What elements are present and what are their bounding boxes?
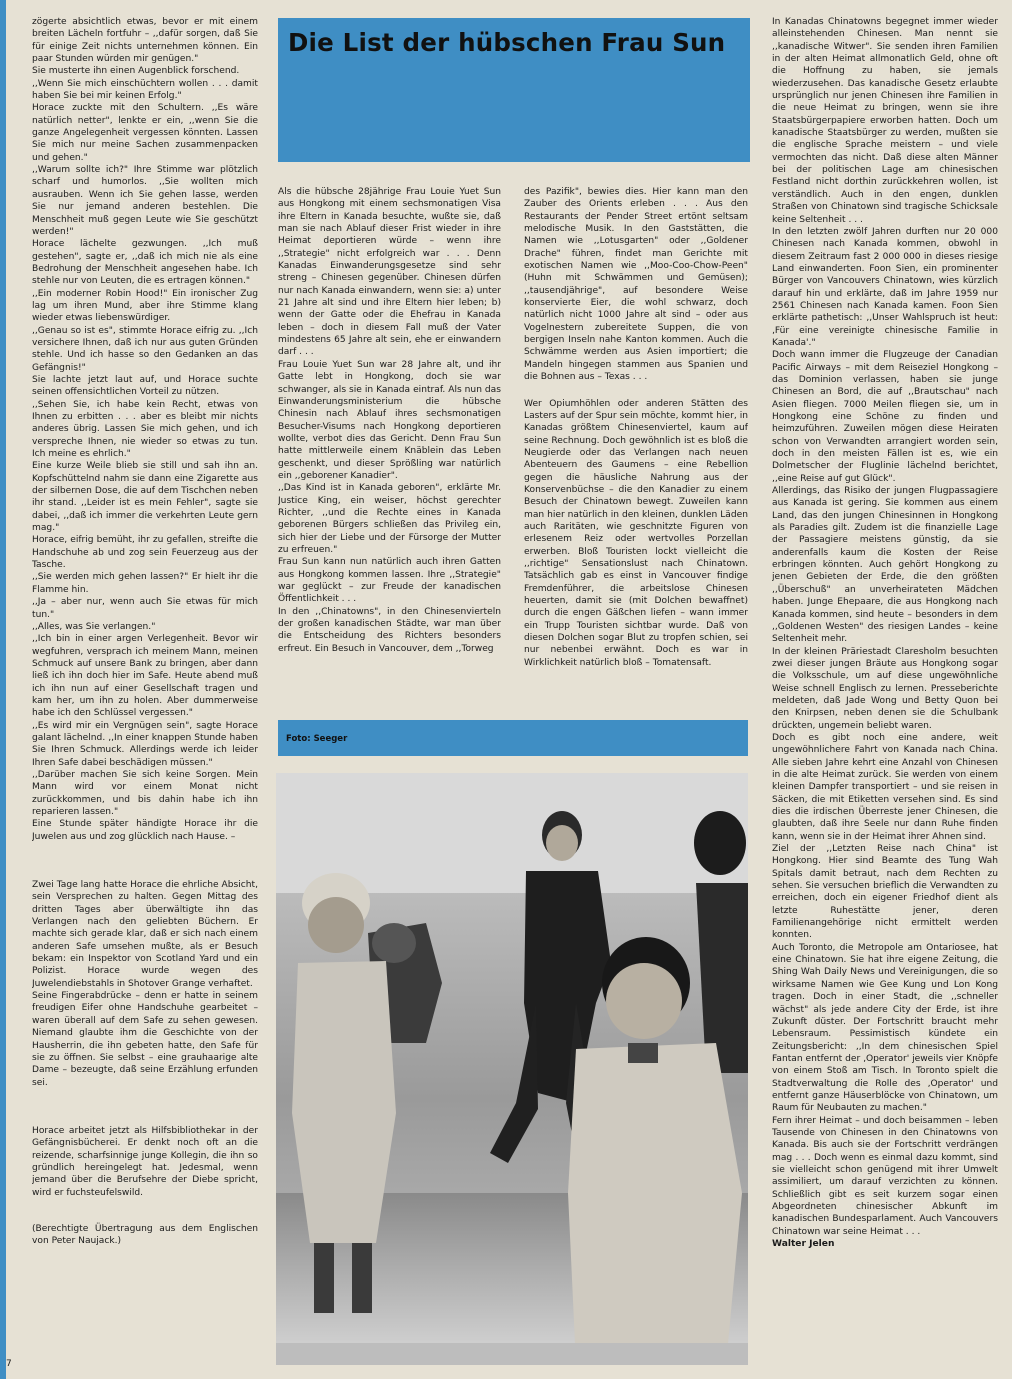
paragraph: Sie lachte jetzt laut auf, und Horace suchte seinen offensichtlichen Vorteil zu nützen. <box>32 374 258 398</box>
paragraph: Horace lächelte gezwungen. ,,Ich muß gestehen", sagte er, ,,daß ich mich nie als eine Bedrohung der Menschheit angesehen habe. Ich stehle nur von Leuten, die es ertragen können." <box>32 239 258 287</box>
paragraph: Allerdings, das Risiko der jungen Flugpassagiere aus Kanada ist gering. Sie kommen aus einem Land, das den jungen Chinesinnen in Hongkong als Paradies gilt. Zudem ist die finanzielle Lage der Passagiere meistens günstig, da sie anderenfalls kaum die Kosten der Reise erbringen könnten. Auch gehört Hongkong zu jenen Gebieten der Erde, die den größten ,,Überschuß" an unverheirateten Mädchen haben. Junge Ehepaare, die aus Hongkong nach Kanada kommen, sind heute – besonders in dem ,,Goldenen Westen" des riesigen Landes – keine Seltenheit mehr. <box>772 486 998 645</box>
paragraph: ,,Ein moderner Robin Hood!" Ein ironischer Zug lag um ihren Mund, aber ihre Stimme klang wieder etwas liebenswürdiger. <box>32 288 258 324</box>
paragraph: ,,Sehen Sie, ich habe kein Recht, etwas von Ihnen zu erbitten . . . aber es bleibt mir nichts anderes übrig. Lassen Sie mich gehen, und ich verspreche Ihnen, nie wieder so etwas zu tun. Ich meine es ehrlich." <box>32 399 258 460</box>
photo-credit: Foto: Seeger <box>286 734 348 744</box>
paragraph: Doch wann immer die Flugzeuge der Canadian Pacific Airways – mit dem Reiseziel Hongkong – das Dominion verlassen, haben sie junge Chinesen an Bord, die auf ,,Brautschau" nach Asien fliegen. 7000 Meilen fliegen sie, um in Hongkong eine Schöne zu finden und heimzuführen. Zuweilen mögen diese Heiraten schon von Verwandten arrangiert worden sein, doch in den meisten Fällen ist es, wie ein Dolmetscher der Fluglinie lächelnd berichtet, ,,eine Reise auf gut Glück". <box>772 350 998 484</box>
photo-credit-bar <box>278 720 748 756</box>
paragraph: Doch es gibt noch eine andere, weit ungewöhnlichere Fahrt von Kanada nach China. Alle sieben Jahre kehrt eine Anzahl von Chinesen in die alte Heimat zurück. Sie werden von einem kleinen Dampfer transportiert – und sie reisen in Säcken, die mit Etiketten versehen sind. Es sind dies die irdischen Überreste jener Chinesen, die glaubten, daß ihre Seele nur dann Ruhe finden kann, wenn sie in der Heimat ihrer Ahnen sind. <box>772 732 998 842</box>
paragraph: ,,Genau so ist es", stimmte Horace eifrig zu. ,,Ich versichere Ihnen, daß ich nur aus guten Gründen stehle. Und ich hasse so den Gedanken an das Gefängnis!" <box>32 325 258 373</box>
paragraph: Auch Toronto, die Metropole am Ontariosee, hat eine Chinatown. Sie hat ihre eigene Zeitung, die Shing Wah Daily News und Vereinigungen, die so wirksame Namen wie Gee Kung und Lon Kong tragen. Doch in einer Stadt, die ,,schneller wächst" als jede andere City der Erde, ist ihre Zukunft düster. Der Fortschritt braucht mehr Lebensraum. Pessimistisch kündete ein Zeitungsbericht: ,,In dem chinesischen Spiel Fantan entfernt der ‚Operator' jeweils vier Knöpfe von einem Stoß am Tisch. In Toronto spielt die Stadtverwaltung die Rolle des ‚Operator' und entfernt ganze Häuserblöcke von Chinatown, um Raum für Neubauten zu machen." <box>772 942 998 1114</box>
column-story-continuation <box>32 16 258 1346</box>
paragraph: ,,Es wird mir ein Vergnügen sein", sagte Horace galant lächelnd. ,,In einer knappen Stunde haben Sie Ihren Schmuck. Allerdings werde ich leider Ihren Safe dabei beschädigen müssen." <box>32 720 258 768</box>
paragraph: Horace zuckte mit den Schultern. ,,Es wäre natürlich netter", lenkte er ein, ,,wenn Sie die ganze Angelegenheit vergessen könnten. Lassen Sie mich nur meine Sachen zusammenpacken und gehen." <box>32 103 258 163</box>
page-edge-stripe <box>0 0 6 1379</box>
paragraph: ,,Sie werden mich gehen lassen?" Er hielt ihr die Flamme hin. <box>32 572 258 595</box>
paragraph: Fern ihrer Heimat – und doch beisammen – leben Tausende von Chinesen in den Chinatowns von Kanada. Bis auch sie der Fortschritt verdrängen mag . . . Doch wenn es einmal dazu kommt, sind sie vielleicht schon genügend mit ihrer Umwelt assimiliert, um darauf verzichten zu können. Schließlich gibt es seit kurzem sogar einen Abgeordneten chinesischer Abkunft im kanadischen Bundesparlament. Auch Vancouvers Chinatown war seine Heimat . . . <box>772 1115 998 1237</box>
paragraph: Eine Stunde später händigte Horace ihr die Juwelen aus und zog glücklich nach Hause. – <box>32 819 258 842</box>
page-number: 7 <box>6 1359 12 1369</box>
paragraph: Zwei Tage lang hatte Horace die ehrliche Absicht, sein Versprechen zu halten. Gegen Mittag des dritten Tages aber überwältigte ihn das Verlangen nach den geliebten Büchern. Er machte sich gerade klar, daß er sich nach einem anderen Safe umsehen mußte, als er Besuch bekam: ein Inspektor von Scotland Yard und ein Polizist. Horace wurde wegen des Juwelendiebstahls in Shotover Grange verhaftet. <box>32 880 258 989</box>
column-article-2 <box>524 186 748 696</box>
paragraph: ,,Wenn Sie mich einschüchtern wollen . . . damit haben Sie bei mir keinen Erfolg." <box>32 78 258 102</box>
author-signature: Walter Jelen <box>772 1239 835 1250</box>
paragraph: Ziel der ,,Letzten Reise nach China" ist Hongkong. Hier sind Beamte des Tung Wah Spitals damit betraut, nach dem Rechten zu sehen. Sie versuchen brieflich die Verwandten zu erreichen, doch ein eigener Friedhof dient als letzte Ruhestätte jener, deren Familienangehörige nicht ermittelt werden konnten. <box>772 844 998 941</box>
paragraph: Sie musterte ihn einen Augenblick forschend. <box>32 66 240 77</box>
paragraph: zögerte absichtlich etwas, bevor er mit einem breiten Lächeln fortfuhr – ,,dafür sorgen, daß Sie für einige Zeit nichts unternehmen können. Ein paar Stunden würden mir genügen." <box>32 17 258 65</box>
paragraph: In Kanadas Chinatowns begegnet immer wieder alleinstehenden Chinesen. Man nennt sie ,,kanadische Witwer". Sie senden ihren Familien in der alten Heimat allmonatlich Geld, ohne oft die Hoffnung zu haben, sie jemals wiederzusehen. Das kanadische Gesetz erlaubte ursprünglich nur jenen Chinesen ihre Familien in die neue Heimat zu bringen, wenn sie ihre Staatsbürgerpapiere erworben hatten. Doch um kanadische Staatsbürger zu werden, mußten sie die englische Sprache meistern – und viele vermochten das nicht. Daß diese alten Männer bei der politischen Lage am chinesischen Festland nicht dorthin zurückkehren wollen, ist verständlich. Auch in den engen, dunklen Straßen von Chinatown sind tragische Schicksale keine Seltenheit . . . <box>772 17 998 225</box>
column-article-3 <box>772 16 998 1356</box>
paragraph: In den ,,Chinatowns", in den Chinesenvierteln der großen kanadischen Städte, war man über die Entscheidung des Richters besonders erfreut. Ein Besuch in Vancouver, dem ,,Torweg <box>278 606 501 654</box>
paragraph: des Pazifik", bewies dies. Hier kann man den Zauber des Orients erleben . . . Aus den Restaurants der Pender Street ertönt seltsam melodische Musik. In den Gaststätten, die Namen wie ,,Lotusgarten" oder ,,Goldener Drache" führen, findet man Gerichte mit exotischen Namen wie ,,Moo-Coo-Chow-Peen" (Huhn mit Schwämmen und Gemüsen); ,,tausendjährige", auf besondere Weise konservierte Eier, die wohl schwarz, doch natürlich nicht 1000 Jahre alt sind – oder aus Vogelnestern zubereitete Suppen, die von bergigen Inseln nahe Kanton kommen. Auch die Schwämme werden aus Asien importiert; die Mandeln hingegen stammen aus Spanien und die Bohnen aus – Texas . . . <box>524 187 748 383</box>
paragraph: Frau Sun kann nun natürlich auch ihren Gatten aus Hongkong kommen lassen. Ihre ,,Strategie" war geglückt – zur Freude der kanadischen Öffentlichkeit . . . <box>278 557 501 605</box>
column-article-1 <box>278 186 501 696</box>
translation-credit: (Berechtigte Übertragung aus dem Englischen von Peter Naujack.) <box>32 1223 258 1247</box>
paragraph: ,,Darüber machen Sie sich keine Sorgen. Mein Mann wird vor einem Monat nicht zurückkommen, und bis dahin habe ich ihn reparieren lassen." <box>32 769 258 817</box>
paragraph: ,,Ja – aber nur, wenn auch Sie etwas für mich tun." <box>32 597 258 620</box>
paragraph: Wer Opiumhöhlen oder anderen Stätten des Lasters auf der Spur sein möchte, kommt hier, in Kanadas größtem Chinesenviertel, kaum auf seine Rechnung. Doch gewöhnlich ist es bloß die Neugierde oder das Verlangen nach neuen Abenteuern des Gaumens – eine Rebellion gegen die häusliche Nahrung aus der Konservenbüchse – die den Kanadier zu einem Besuch der Chinatown bewegt. Zuweilen kann man hier natürlich in den kleinen, dunklen Läden auch Raritäten, wie geschnitzte Figuren von erlesenem Reiz oder wertvolles Porzellan erwerben. Bloß Touristen lockt vielleicht die ,,richtige" Sensationslust nach Chinatown. Tatsächlich gab es einst in Vancouver findige Fremdenführer, die arbeitslose Chinesen heuerten, damit sie (mit Dolchen bewaffnet) durch die engen Gäßchen liefen – wann immer ein Trupp Touristen sichtbar wurde. Daß von diesen Dolchen sogar Blut zu tropfen schien, sei nur nebenbei erwähnt. Doch es war in Wirklichkeit natürlich bloß – Tomatensaft. <box>524 398 748 668</box>
article-title: Die List der hübschen Frau Sun <box>288 28 726 57</box>
paragraph: Seine Fingerabdrücke – denn er hatte in seinem freudigen Eifer ohne Handschuhe gearbeitet – waren überall auf dem Safe zu sehen gewesen. Niemand glaubte ihm die Geschichte von der Hausherrin, die ihn gebeten hatte, den Safe für sie zu öffnen. Sie selbst – eine grauhaarige alte Dame – bezeugte, daß seine Erzählung erfunden sei. <box>32 991 258 1088</box>
paragraph: In den letzten zwölf Jahren durften nur 20 000 Chinesen nach Kanada kommen, obwohl in diesem Zeitraum fast 2 000 000 in dieses riesige Land einwanderten. Foon Sien, ein prominenter Bürger von Vancouvers Chinatown, wies kürzlich darauf hin und erklärte, daß im Jahre 1959 nur 2561 Chinesen nach Kanada kamen. Foon Sien erklärte pathetisch: ,,Unser Wahlspruch ist heut: ‚Für eine vereinigte chinesische Familie in Kanada'." <box>772 226 998 348</box>
paragraph: Horace arbeitet jetzt als Hilfsbibliothekar in der Gefängnisbücherei. Er denkt noch oft an die reizende, scharfsinnige junge Kollegin, die ihn so gründlich hereingelegt hat. Jedesmal, wenn jemand über die Berufsehre der Diebe spricht, wird er fuchsteufelswild. <box>32 1125 258 1198</box>
paragraph: Als die hübsche 28jährige Frau Louie Yuet Sun aus Hongkong mit einem sechsmonatigen Visa ihre Eltern in Kanada besuchte, wußte sie, daß man sie nach Ablauf dieser Frist wieder in ihre Heimat deportieren würde – wenn ihre ,,Strategie" nicht erfolgreich war . . . Denn Kanadas Einwanderungsgesetze sind sehr streng – Chinesen gegenüber. Chinesen dürfen nur nach Kanada einwandern, wenn sie: a) unter 21 Jahre alt sind und ihre Eltern hier leben; b) wenn der Gatte oder die Ehefrau in Kanada leben – doch in diesem Fall muß der Vater mindestens 65 Jahre alt sein, ehe er einwandern darf . . . <box>278 187 501 358</box>
paragraph: ,,Alles, was Sie verlangen." <box>32 621 156 632</box>
paragraph: Horace, eifrig bemüht, ihr zu gefallen, streifte die Handschuhe ab und zog sein Feuerzeug aus der Tasche. <box>32 535 258 571</box>
photo-illustration <box>276 773 748 1365</box>
photograph-chinese-children <box>276 773 748 1365</box>
paragraph: Frau Louie Yuet Sun war 28 Jahre alt, und ihr Gatte lebt in Hongkong, doch sie war schwanger, als sie in Kanada eintraf. Als nun das Einwanderungsministerium die hübsche Chinesin nach Ablauf ihres sechsmonatigen Besucher-Visums nach Hongkong deportieren wollte, verbot dies das Gericht. Denn Frau Sun hatte mittlerweile einem Knäblein das Leben geschenkt, und dieser Sprößling war natürlich ein ,,geborener Kanadier". <box>278 359 501 481</box>
paragraph: ,,Ich bin in einer argen Verlegenheit. Bevor wir wegfuhren, versprach ich meinem Mann, meinen Schmuck auf unsere Bank zu bringen, aber dann ließ ich ihn doch hier im Safe. Heute abend muß ich ihn nun auf einer Gesellschaft tragen und kam her, um ihn zu holen. Aber dummerweise habe ich den Schlüssel vergessen." <box>32 634 258 719</box>
paragraph: ,,Warum sollte ich?" Ihre Stimme war plötzlich scharf und humorlos. ,,Sie wollten mich ausrauben. Wenn ich Sie gehen lasse, werden Sie nur jemand anderen bestehlen. Die Menschheit muß gegen Leute wie Sie geschützt werden!" <box>32 165 258 237</box>
paragraph: Eine kurze Weile blieb sie still und sah ihn an. Kopfschüttelnd nahm sie dann eine Zigarette aus der silbernen Dose, die auf dem Tischchen neben ihr stand. ,,Leider ist es mein Fehler", sagte sie dabei, ,,daß ich immer die verkehrten Leute gern mag." <box>32 461 258 534</box>
paragraph: ,,Das Kind ist in Kanada geboren", erklärte Mr. Justice King, ein weiser, höchst gerechter Richter, ,,und die Rechte eines in Kanada geborenen Bürgers schließen das Privileg ein, sich hier der Liebe und der Fürsorge der Mutter zu erfreuen." <box>278 483 501 555</box>
paragraph: In der kleinen Präriestadt Claresholm besuchten zwei dieser jungen Bräute aus Hongkong sogar die Volksschule, um auf diese ungewöhnliche Weise schnell Englisch zu lernen. Presseberichte meldeten, daß Jade Wong und Betty Quon bei den Knirpsen, neben denen sie die Schulbank drückten, ungemein beliebt waren. <box>772 646 998 731</box>
title-banner <box>278 18 750 162</box>
